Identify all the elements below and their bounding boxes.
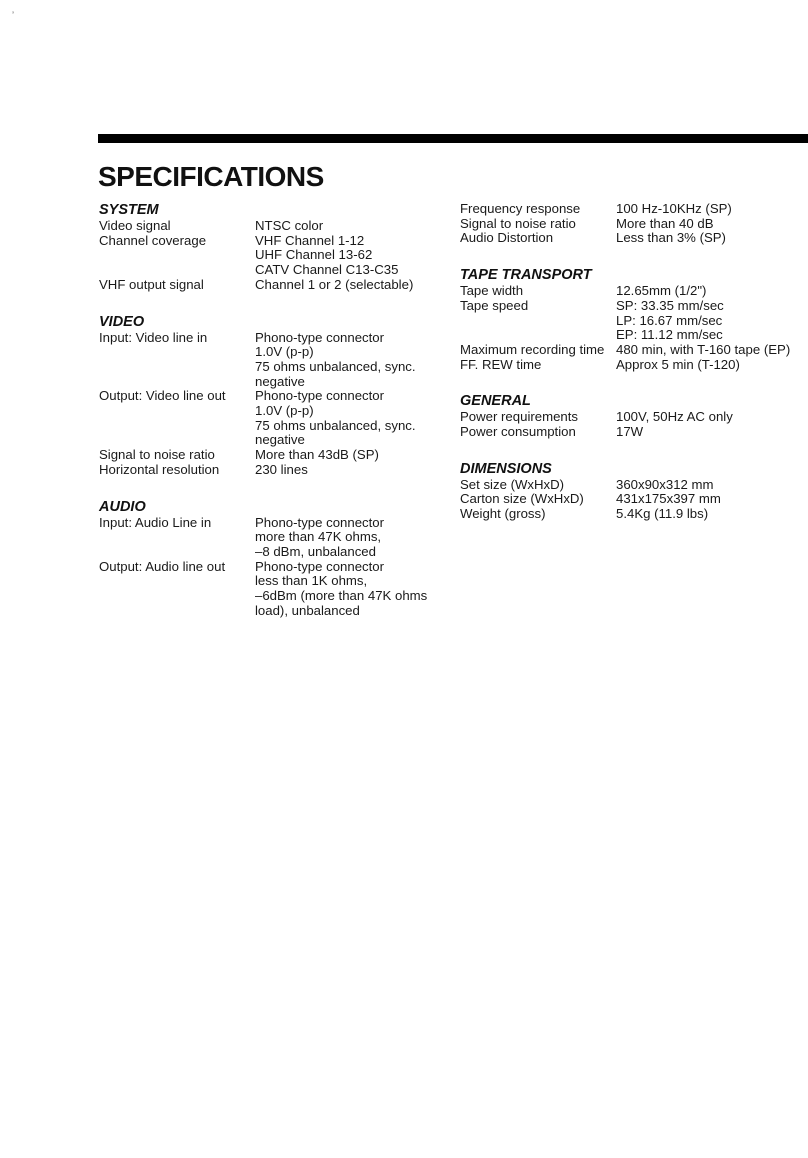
spec-section: [460, 267, 805, 372]
spec-values: [616, 299, 805, 343]
spec-value: Phono-type connector: [255, 388, 385, 404]
spec-values: [255, 448, 439, 463]
spec-values: [255, 560, 439, 619]
section-heading: VIDEO: [99, 313, 145, 330]
spec-section: [460, 202, 805, 246]
spec-value: negative: [255, 432, 305, 448]
spec-label: Tape speed: [460, 297, 529, 313]
spec-values: [255, 389, 439, 448]
spec-label: Horizontal resolution: [99, 461, 220, 477]
spec-values: [616, 478, 805, 493]
spec-value: load), unbalanced: [255, 602, 360, 618]
spec-value: More than 43dB (SP): [255, 447, 379, 463]
spec-values: [616, 425, 805, 440]
spec-value: less than 1K ohms,: [255, 573, 368, 589]
spec-label: Power consumption: [460, 424, 576, 440]
spec-row: [460, 507, 805, 522]
spec-label: Input: Audio Line in: [99, 514, 212, 530]
spec-values: [255, 463, 439, 478]
spec-row: [460, 202, 805, 217]
spec-value: More than 40 dB: [616, 215, 714, 231]
spec-value: UHF Channel 13-62: [255, 247, 373, 263]
spec-section: [99, 202, 439, 293]
spec-label: Signal to noise ratio: [460, 215, 576, 231]
spec-values: [616, 284, 805, 299]
spec-value: 100V, 50Hz AC only: [616, 409, 733, 425]
spec-row: [460, 358, 805, 373]
spec-section: [99, 314, 439, 478]
spec-value: EP: 11.12 mm/sec: [616, 327, 723, 343]
spec-values: [616, 202, 805, 217]
spec-values: [255, 516, 439, 560]
section-heading: GENERAL: [460, 393, 531, 410]
spec-row: [460, 425, 805, 440]
section-heading: DIMENSIONS: [460, 460, 552, 477]
right-column: [460, 202, 805, 543]
spec-section: [99, 499, 439, 619]
spec-row: [99, 278, 439, 293]
spec-row: [460, 284, 805, 299]
spec-value: 75 ohms unbalanced, sync.: [255, 358, 416, 374]
spec-values: [616, 231, 805, 246]
spec-label: Frequency response: [460, 201, 581, 216]
spec-row: [99, 389, 439, 448]
spec-row: [460, 343, 805, 358]
spec-value: –8 dBm, unbalanced: [255, 543, 376, 559]
spec-row: [460, 299, 805, 343]
spec-value: 75 ohms unbalanced, sync.: [255, 417, 416, 433]
spec-row: [99, 219, 439, 234]
spec-value: LP: 16.67 mm/sec: [616, 312, 723, 328]
spec-label: Power requirements: [460, 409, 579, 425]
spec-label: FF. REW time: [460, 356, 542, 372]
spec-value: 360x90x312 mm: [616, 476, 714, 492]
spec-row: [99, 448, 439, 463]
spec-row: [460, 231, 805, 246]
spec-values: [255, 278, 439, 293]
spec-value: –6dBm (more than 47K ohms: [255, 588, 428, 604]
spec-section: [460, 393, 805, 439]
spec-label: Weight (gross): [460, 506, 546, 522]
spec-value: 12.65mm (1/2"): [616, 283, 707, 299]
spec-label: Carton size (WxHxD): [460, 491, 584, 507]
spec-value: Channel 1 or 2 (selectable): [255, 276, 414, 292]
spec-row: [460, 492, 805, 507]
spec-row: [99, 516, 439, 560]
spec-label: Output: Audio line out: [99, 558, 226, 574]
spec-value: SP: 33.35 mm/sec: [616, 297, 724, 313]
spec-row: [99, 560, 439, 619]
spec-row: [99, 463, 439, 478]
spec-value: 1.0V (p-p): [255, 344, 314, 360]
spec-values: [255, 331, 439, 390]
spec-value: Phono-type connector: [255, 329, 385, 345]
spec-label: Video signal: [99, 218, 171, 233]
spec-label: Audio Distortion: [460, 230, 554, 246]
left-column: [99, 202, 439, 639]
spec-values: [255, 234, 439, 278]
spec-value: Approx 5 min (T-120): [616, 356, 740, 372]
spec-values: [616, 217, 805, 232]
header-rule: [98, 134, 808, 143]
section-heading: AUDIO: [99, 498, 146, 515]
spec-value: Phono-type connector: [255, 514, 385, 530]
spec-values: [616, 343, 805, 358]
spec-label: Set size (WxHxD): [460, 476, 565, 492]
spec-value: Less than 3% (SP): [616, 230, 726, 246]
spec-label: Channel coverage: [99, 232, 207, 248]
spec-values: [616, 410, 805, 425]
spec-row: [99, 234, 439, 278]
spec-row: [460, 478, 805, 493]
page-title: SPECIFICATIONS: [98, 161, 324, 192]
spec-label: Maximum recording time: [460, 341, 605, 357]
spec-values: [616, 507, 805, 522]
spec-row: [99, 331, 439, 390]
spec-row: [460, 217, 805, 232]
spec-value: 1.0V (p-p): [255, 403, 314, 419]
spec-values: [616, 358, 805, 373]
section-heading: SYSTEM: [99, 202, 159, 218]
spec-label: VHF output signal: [99, 276, 204, 292]
spec-value: 230 lines: [255, 461, 308, 477]
spec-value: VHF Channel 1-12: [255, 232, 365, 248]
spec-value: 100 Hz-10KHz (SP): [616, 201, 732, 216]
spec-label: Signal to noise ratio: [99, 447, 215, 463]
spec-label: Tape width: [460, 283, 524, 299]
section-heading: TAPE TRANSPORT: [460, 267, 592, 284]
spec-value: more than 47K ohms,: [255, 529, 382, 545]
spec-value: 5.4Kg (11.9 lbs): [616, 506, 709, 522]
spec-value: Phono-type connector: [255, 558, 385, 574]
spec-value: negative: [255, 373, 305, 389]
spec-value: 17W: [616, 424, 644, 440]
spec-value: CATV Channel C13-C35: [255, 262, 399, 278]
spec-values: [616, 492, 805, 507]
spec-row: [460, 410, 805, 425]
spec-values: [255, 219, 439, 234]
spec-value: NTSC color: [255, 218, 324, 233]
spec-label: Output: Video line out: [99, 388, 226, 404]
corner-mark: ’: [12, 10, 14, 20]
spec-value: 480 min, with T-160 tape (EP): [616, 341, 791, 357]
spec-section: [460, 461, 805, 522]
spec-value: 431x175x397 mm: [616, 491, 721, 507]
spec-label: Input: Video line in: [99, 329, 208, 345]
